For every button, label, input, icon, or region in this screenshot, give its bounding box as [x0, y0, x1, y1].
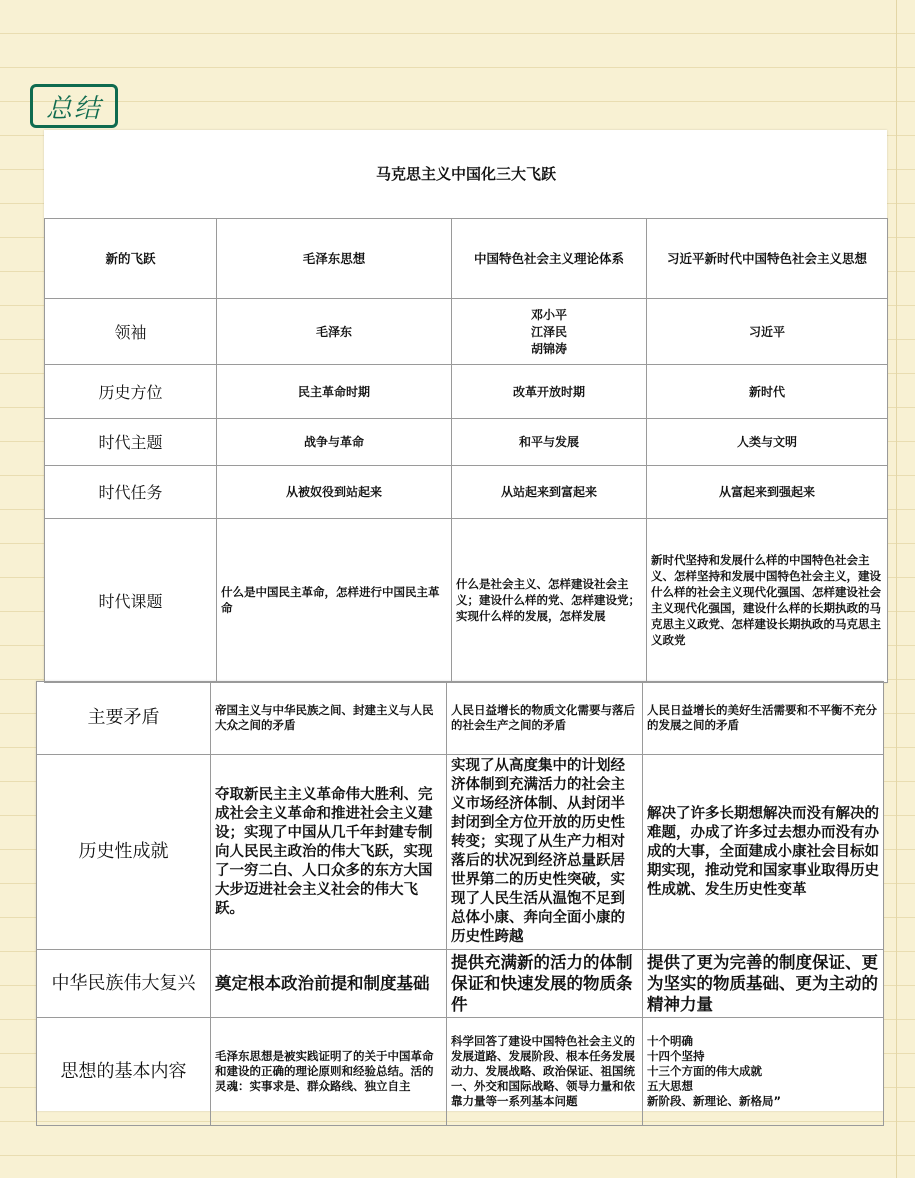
cell-rejuvenation-2: 提供充满新的活力的体制保证和快速发展的物质条件 — [447, 950, 643, 1018]
cell-contradiction-2: 人民日益增长的物质文化需要与落后的社会生产之间的矛盾 — [447, 682, 643, 755]
cell-theme-2: 和平与发展 — [452, 418, 647, 465]
cell-rejuvenation-1: 奠定根本政治前提和制度基础 — [211, 950, 447, 1018]
cell-contradiction-3: 人民日益增长的美好生活需要和不平衡不充分的发展之间的矛盾 — [643, 682, 884, 755]
header-socialism-theory: 中国特色社会主义理论体系 — [452, 218, 647, 298]
header-xi-thought: 习近平新时代中国特色社会主义思想 — [647, 218, 888, 298]
leaps-table-top — [44, 130, 888, 683]
cell-question-3: 新时代坚持和发展什么样的中国特色社会主义、怎样坚持和发展中国特色社会主义，建设什么样的社会主义现代化强国、怎样建设社会主义现代化强国，建设什么样的长期执政的马克思主义政党、怎样建设长期执政的马克思主义政党 — [647, 518, 888, 682]
cell-question-2: 什么是社会主义、怎样建设社会主义；建设什么样的党、怎样建设党；实现什么样的发展，怎样发展 — [452, 518, 647, 682]
cell-leader-3: 习近平 — [647, 298, 888, 364]
cell-theme-1: 战争与革命 — [217, 418, 452, 465]
header-mao: 毛泽东思想 — [217, 218, 452, 298]
cell-content-3: 十个明确 十四个坚持 十三个方面的伟大成就 五大思想 新阶段、新理论、新格局” — [643, 1018, 884, 1126]
cell-content-1: 毛泽东思想是被实践证明了的关于中国革命和建设的正确的理论原则和经验总结。活的灵魂：实事求是、群众路线、独立自主 — [211, 1018, 447, 1126]
cell-position-3: 新时代 — [647, 364, 888, 418]
cell-position-2: 改革开放时期 — [452, 364, 647, 418]
cell-leader-1: 毛泽东 — [217, 298, 452, 364]
cell-task-3: 从富起来到强起来 — [647, 465, 888, 518]
summary-label-text: 总结 — [45, 93, 102, 124]
cell-achievement-2: 实现了从高度集中的计划经济体制到充满活力的社会主义市场经济体制、从封闭半封闭到全方位开放的历史性转变；实现了从生产力相对落后的状况到经济总量跃居世界第二的历史性突破，实现了人民生活从温饱不足到总体小康、奔向全面小康的历史性跨越 — [447, 755, 643, 950]
cell-task-2: 从站起来到富起来 — [452, 465, 647, 518]
row-label-achievement: 历史性成就 — [37, 755, 211, 950]
row-label-question: 时代课题 — [45, 518, 217, 682]
row-label-rejuvenation: 中华民族伟大复兴 — [37, 950, 211, 1018]
page-margin-line — [896, 0, 897, 1178]
cell-position-1: 民主革命时期 — [217, 364, 452, 418]
cell-question-1: 什么是中国民主革命，怎样进行中国民主革命 — [217, 518, 452, 682]
cell-achievement-1: 夺取新民主主义革命伟大胜利、完成社会主义革命和推进社会主义建设；实现了中国从几千年封建专制向人民民主政治的伟大飞跃，实现了一穷二白、人口众多的东方大国大步迈进社会主义社会的伟大飞跃。 — [211, 755, 447, 950]
leaps-table-bottom — [36, 681, 884, 1126]
cell-content-2: 科学回答了建设中国特色社会主义的发展道路、发展阶段、根本任务发展动力、发展战略、政治保证、祖国统一、外交和国际战略、领导力量和依靠力量等一系列基本问题 — [447, 1018, 643, 1126]
row-label-position: 历史方位 — [45, 364, 217, 418]
table-title: 马克思主义中国化三大飞跃 — [45, 130, 888, 218]
cell-theme-3: 人类与文明 — [647, 418, 888, 465]
cell-achievement-3: 解决了许多长期想解决而没有解决的难题，办成了许多过去想办而没有办成的大事，全面建成小康社会目标如期实现，推动党和国家事业取得历史性成就、发生历史性变革 — [643, 755, 884, 950]
row-label-content: 思想的基本内容 — [37, 1018, 211, 1126]
cell-rejuvenation-3: 提供了更为完善的制度保证、更为坚实的物质基础、更为主动的精神力量 — [643, 950, 884, 1018]
cell-contradiction-1: 帝国主义与中华民族之间、封建主义与人民大众之间的矛盾 — [211, 682, 447, 755]
header-new-leap: 新的飞跃 — [45, 218, 217, 298]
summary-label-box — [30, 84, 118, 128]
cell-task-1: 从被奴役到站起来 — [217, 465, 452, 518]
cell-leader-2: 邓小平 江泽民 胡锦涛 — [452, 298, 647, 364]
row-label-task: 时代任务 — [45, 465, 217, 518]
row-label-leader: 领袖 — [45, 298, 217, 364]
row-label-contradiction: 主要矛盾 — [37, 682, 211, 755]
row-label-theme: 时代主题 — [45, 418, 217, 465]
